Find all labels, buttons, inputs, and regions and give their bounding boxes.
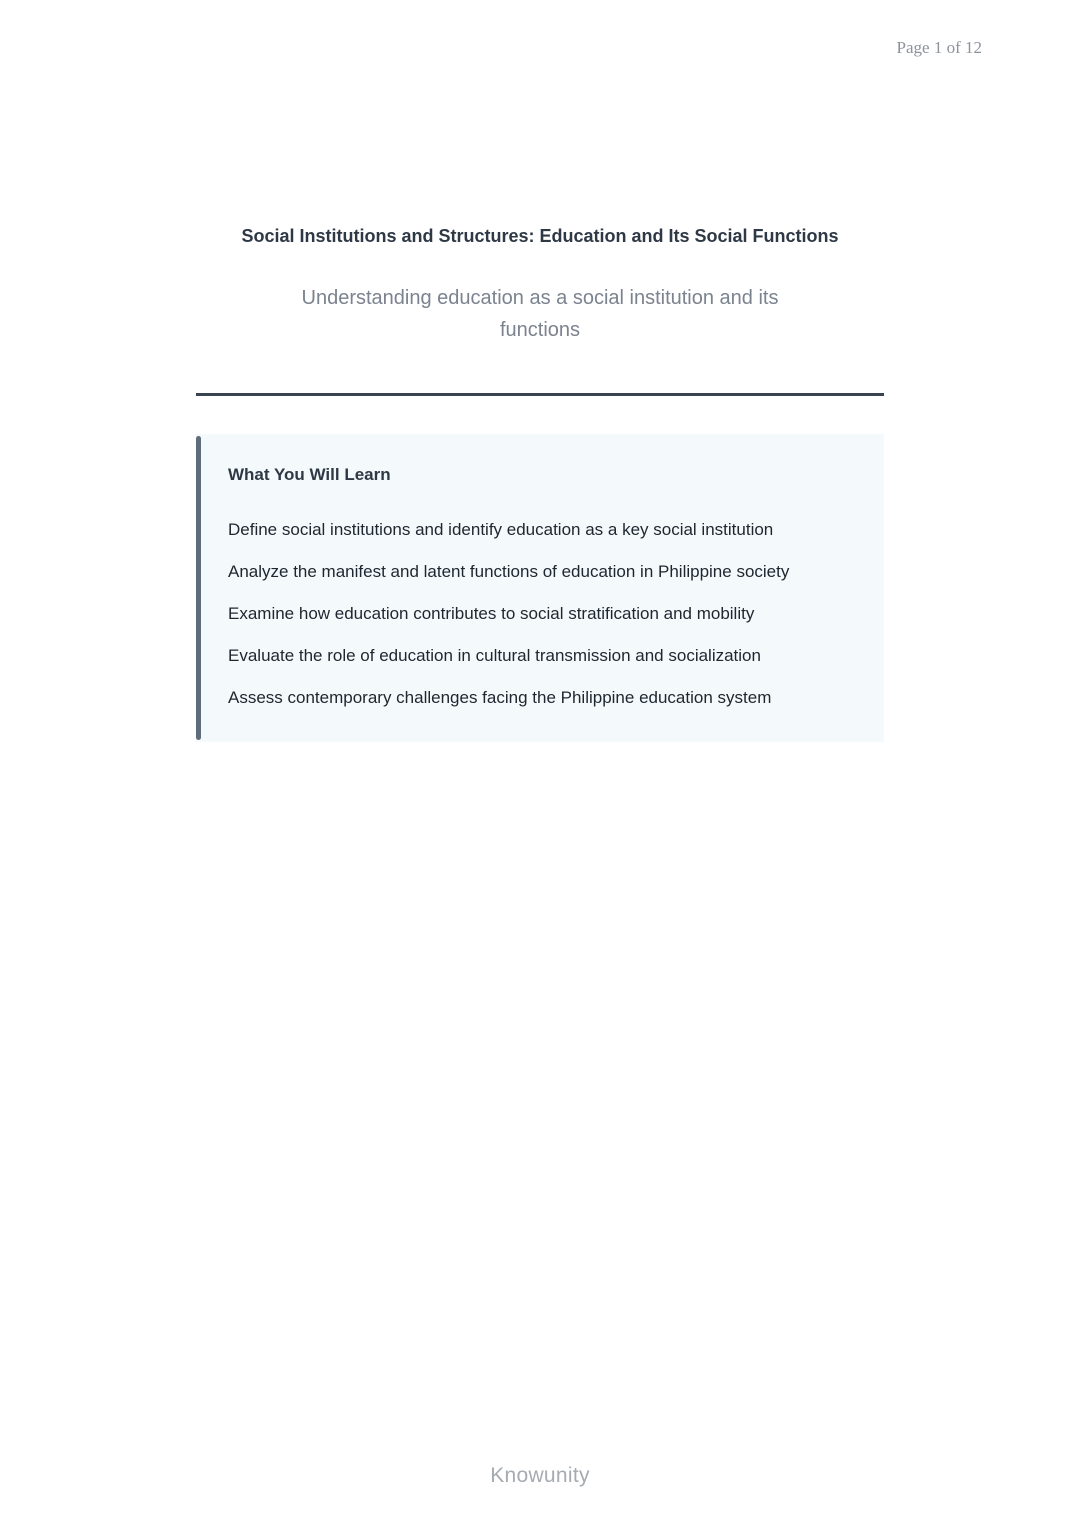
learning-objective-item: Evaluate the role of education in cultural transmission and socialization <box>228 646 761 665</box>
learning-box-accent-bar <box>196 436 201 740</box>
learning-objectives-box <box>196 434 884 742</box>
page-number: Page 1 of 12 <box>896 38 982 57</box>
learning-objectives-list <box>228 509 789 719</box>
document-title: Social Institutions and Structures: Education and Its Social Functions <box>241 226 839 246</box>
learning-objective-item: Analyze the manifest and latent functions of education in Philippine society <box>228 562 790 581</box>
learning-objective-item: Define social institutions and identify education as a key social institution <box>228 520 774 539</box>
footer-brand-watermark: Knowunity <box>490 1464 590 1487</box>
learning-objective-item: Assess contemporary challenges facing the Philippine education system <box>228 688 772 707</box>
learning-objectives-heading: What You Will Learn <box>228 465 391 484</box>
learning-objective-item: Examine how education contributes to social stratification and mobility <box>228 604 755 623</box>
document-subtitle: Understanding education as a social institution and its functions <box>301 287 779 341</box>
title-divider <box>196 393 884 396</box>
